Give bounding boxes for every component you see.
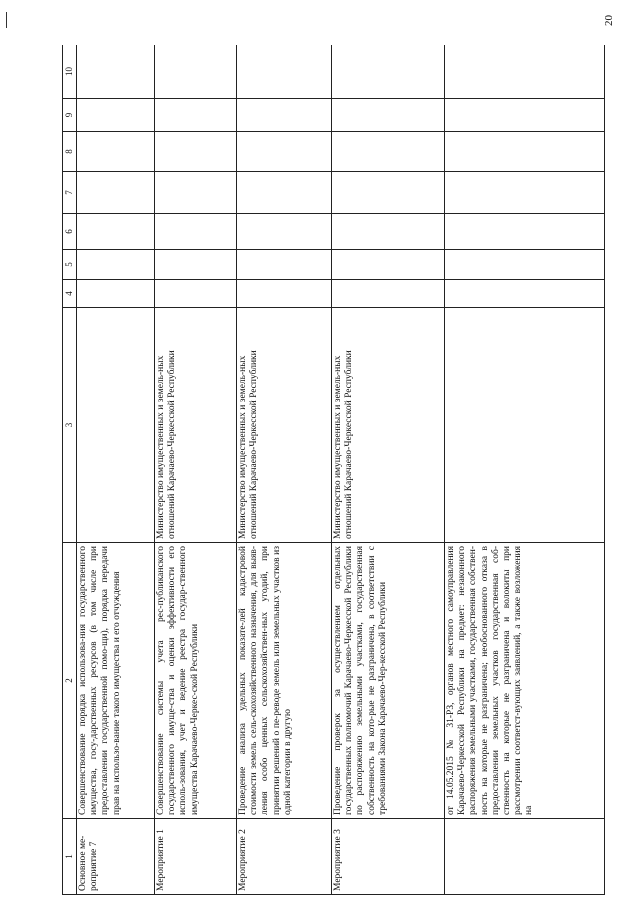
empty-cell [155,280,237,308]
table-row [155,45,237,895]
empty-cell [445,99,605,132]
row-description: Совершенствование порядка использова-ния государственного имущества, госу-дарственных ресурсов (в том числе при предоставлении государственной помо-щи), порядка передачи прав на использо-вание такого имущества и его отчуждения [77,543,155,819]
table-row [77,45,155,895]
empty-cell [77,132,155,172]
empty-cell [77,280,155,308]
row-label: Основное ме-роприятие 7 [77,819,155,895]
header-cell: 10 [63,45,77,99]
empty-cell [77,45,155,99]
row-description: Совершенствование системы учета рес-публиканского государственного имуще-ства и оценки эффективности его исполь-зования, учет и ведение реестра государ-ственного имущества Карачаево-Черкес-ской Республики [155,543,237,819]
empty-cell [237,172,332,214]
row-label: Мероприятие 3 [332,819,445,895]
empty-cell [155,250,237,280]
row-executor: Министерство имущественных и земель-ных отношений Карачаево-Черкесской Республики [237,308,332,543]
empty-cell [155,172,237,214]
empty-cell [155,99,237,132]
header-cell: 7 [63,172,77,214]
header-cell: 9 [63,99,77,132]
empty-cell [237,132,332,172]
header-cell: 2 [63,543,77,819]
empty-cell [445,280,605,308]
empty-cell [155,45,237,99]
empty-cell [332,250,445,280]
empty-cell [77,214,155,250]
row-description: от 14.05.2015 № 31-РЗ, органов местного самоуправления Карачаево-Черкесской Республики на предмет: незаконного распоряжения земельными участками, государственная собствен-ность на которые не разграничена; необоснованного отказа в предоставлении земельных участков государственная соб-ственность на которые не разграничена и волокиты при рассмотрении соответст-вующих заявлений, а также возложения на [445,543,605,819]
row-executor: Министерство имущественных и земель-ных отношений Карачаево-Черкесской Республики [155,308,237,543]
empty-cell [237,99,332,132]
empty-cell [445,172,605,214]
plan-table [62,45,605,895]
empty-cell [155,214,237,250]
empty-cell [237,214,332,250]
header-cell: 5 [63,250,77,280]
empty-cell [77,99,155,132]
row-label: Мероприятие 2 [237,819,332,895]
empty-cell [445,45,605,99]
empty-cell [332,214,445,250]
empty-cell [155,132,237,172]
empty-cell [237,280,332,308]
row-executor [77,308,155,543]
empty-cell [332,132,445,172]
row-executor: Министерство имущественных и земель-ных отношений Карачаево-Черкесской Республики [332,308,445,543]
table-row [332,45,445,895]
empty-cell [445,214,605,250]
empty-cell [445,250,605,280]
edge-mark [6,12,7,28]
empty-cell [332,280,445,308]
row-label [445,819,605,895]
header-row [63,45,77,895]
empty-cell [332,172,445,214]
header-cell: 1 [63,819,77,895]
header-cell: 6 [63,214,77,250]
table-area [62,45,634,895]
row-description: Проведение проверок за осуществлением отдельных государственных полномочий Карачаево-Черкесской Республики по распоряжению земельными участками, государственная собственность на кото-рые не разграничена, в соответствии с требованиями Закона Карачаево-Чер-кесской Республики [332,543,445,819]
row-label: Мероприятие 1 [155,819,237,895]
header-cell: 4 [63,280,77,308]
empty-cell [77,250,155,280]
empty-cell [237,45,332,99]
empty-cell [332,45,445,99]
empty-cell [237,250,332,280]
row-executor [445,308,605,543]
header-cell: 3 [63,308,77,543]
row-description: Проведение анализа удельных показате-лей кадастровой стоимости земель сель-скохозяйственного назначения, для выяв-ления особо ценных сельскохозяйствен-ных угодий, при принятии решений о пе-реводе земель или земельных участков из одной категории в другую [237,543,332,819]
page-number: 20 [603,15,615,26]
header-cell: 8 [63,132,77,172]
table-row [445,45,605,895]
empty-cell [77,172,155,214]
empty-cell [445,132,605,172]
table-row [237,45,332,895]
empty-cell [332,99,445,132]
rotated-table-wrapper [62,45,634,895]
